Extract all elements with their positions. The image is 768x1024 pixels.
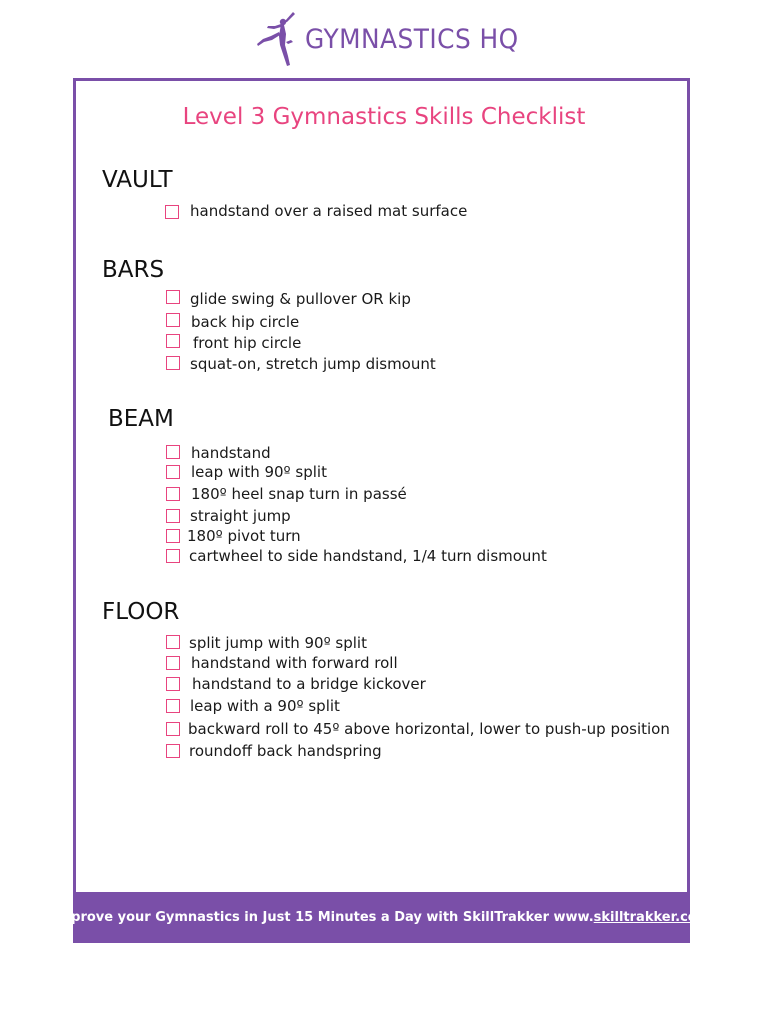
checkbox[interactable]: [166, 549, 180, 563]
checkbox[interactable]: [166, 356, 180, 370]
checkbox[interactable]: [166, 334, 180, 348]
footer-text: Improve your Gymnastics in Just 15 Minutes a Day with SkillTrakker www.: [52, 910, 594, 925]
checkbox[interactable]: [166, 699, 180, 713]
checkbox[interactable]: [166, 635, 180, 649]
checkbox[interactable]: [166, 509, 180, 523]
skill-item: straight jump: [190, 507, 291, 525]
skill-item: squat-on, stretch jump dismount: [190, 355, 436, 373]
gymnast-leaping-icon: [255, 9, 303, 69]
section-heading-vault: VAULT: [102, 167, 173, 193]
brand-name: GYMNASTICS HQ: [305, 23, 519, 55]
skill-item: glide swing & pullover OR kip: [190, 290, 411, 308]
skill-item: back hip circle: [191, 313, 300, 331]
skill-item: leap with 90º split: [191, 463, 327, 481]
skill-item: handstand to a bridge kickover: [192, 675, 426, 693]
section-heading-bars: BARS: [102, 257, 165, 283]
section-heading-beam: BEAM: [108, 406, 174, 432]
skill-item: cartwheel to side handstand, 1/4 turn dismount: [189, 547, 547, 565]
checkbox[interactable]: [166, 677, 180, 691]
checkbox[interactable]: [166, 445, 180, 459]
skill-item: handstand: [191, 444, 271, 462]
skill-item: handstand over a raised mat surface: [190, 202, 468, 220]
checkbox[interactable]: [166, 722, 180, 736]
skill-item: backward roll to 45º above horizontal, lower to push-up position: [188, 720, 670, 738]
checkbox[interactable]: [166, 290, 180, 304]
checkbox[interactable]: [166, 744, 180, 758]
checkbox[interactable]: [166, 465, 180, 479]
skill-item: handstand with forward roll: [191, 654, 398, 672]
page-title: Level 3 Gymnastics Skills Checklist: [182, 104, 586, 130]
checkbox[interactable]: [166, 529, 180, 543]
section-heading-floor: FLOOR: [102, 599, 180, 625]
checkbox[interactable]: [166, 656, 180, 670]
skill-item: 180º heel snap turn in passé: [191, 485, 407, 503]
checkbox[interactable]: [166, 313, 180, 327]
checkbox[interactable]: [165, 205, 179, 219]
brand-logo: [255, 8, 537, 70]
skill-item: 180º pivot turn: [187, 527, 301, 545]
skill-item: front hip circle: [193, 334, 302, 352]
checkbox[interactable]: [166, 487, 180, 501]
footer-banner: [52, 892, 711, 943]
skill-item: leap with a 90º split: [190, 697, 340, 715]
skill-item: split jump with 90º split: [189, 634, 367, 652]
footer-link[interactable]: skilltrakker.com: [593, 910, 711, 925]
skill-item: roundoff back handspring: [189, 742, 382, 760]
